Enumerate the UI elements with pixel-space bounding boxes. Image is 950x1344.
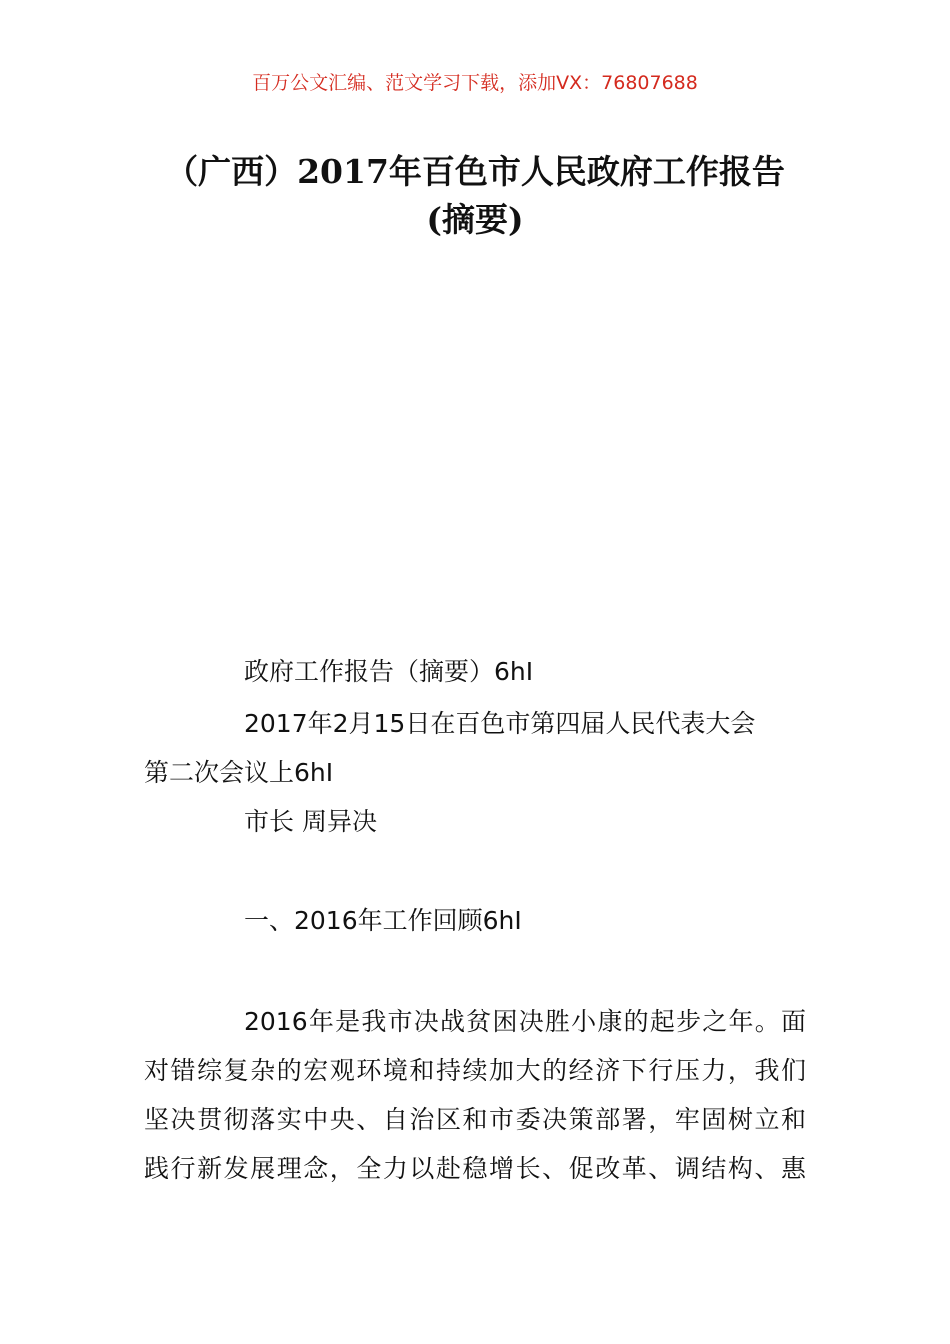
title-line-1: （广西）2017年百色市人民政府工作报告 xyxy=(165,152,785,191)
header-note: 百万公文汇编、范文学习下载，添加VX：76807688 xyxy=(252,72,698,94)
document-title xyxy=(60,148,890,244)
paragraph-line: 坚决贯彻落实中央、自治区和市委决策部署，牢固树立和 xyxy=(144,1105,806,1134)
section-heading: 一、2016年工作回顾6hI xyxy=(244,906,522,935)
title-line-2: (摘要) xyxy=(426,200,524,239)
meeting-line-2: 第二次会议上6hI xyxy=(144,758,334,787)
paragraph-line: 对错综复杂的宏观环境和持续加大的经济下行压力，我们 xyxy=(144,1056,806,1085)
speaker-line: 市长 周异决 xyxy=(244,807,377,836)
paragraph-line: 践行新发展理念，全力以赴稳增长、促改革、调结构、惠 xyxy=(144,1154,806,1183)
report-subtitle: 政府工作报告（摘要）6hI xyxy=(244,657,534,686)
meeting-line-1: 2017年2月15日在百色市第四届人民代表大会 xyxy=(244,709,756,738)
paragraph-line: 2016年是我市决战贫困决胜小康的起步之年。面 xyxy=(244,1007,806,1036)
